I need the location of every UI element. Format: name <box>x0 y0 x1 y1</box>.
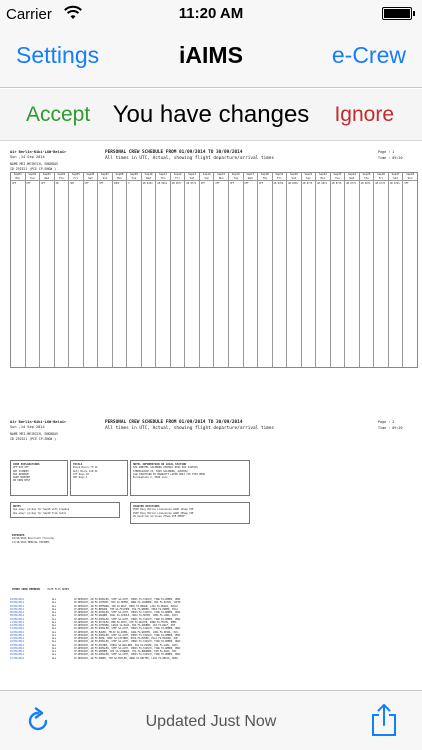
schedule-day-column <box>156 173 171 367</box>
code-row: SUPP SUPPORT <box>13 476 31 480</box>
ignore-button[interactable]: Ignore <box>334 103 394 126</box>
day-header: Sep02 Tue <box>26 173 40 181</box>
schedule-day-column <box>84 173 99 367</box>
day-entry: OFF <box>259 182 264 185</box>
crew-date: 10/09/2014 <box>10 617 24 621</box>
hotel-row: Europaplatz 2, 6020 Linz <box>133 476 168 480</box>
day-header: Sep17 Wed <box>244 173 258 181</box>
day-entry: AB 8565 <box>288 182 298 185</box>
crew-date: 02/09/2014 <box>10 601 24 605</box>
page-info: Page : 1 Time : 09:20 <box>378 150 403 160</box>
schedule-day-column <box>403 173 417 367</box>
battery-icon <box>382 7 412 20</box>
hotel-row: LGW COURTYARD BY MARRIOTT LUTON 0044 716 0750 8800 <box>133 472 205 476</box>
total-row: SBY Days 1 <box>73 476 88 480</box>
expiry-box: EXPIRIES 20/02/2015 Recurrent Training 12/10/2014 MEDICAL EXPIRES <box>10 532 90 548</box>
note-row: Ops-okay: pickup for Sep10 with Crewbus <box>13 508 70 512</box>
day-header: Sep28 Sun <box>403 173 417 181</box>
crew-names: CP-WEIRICH, AN FO-HUBER, TIM SA-KOFLER, ANNA FA-REITER, LISA FA-WEISS, NORA <box>74 656 178 660</box>
day-header: Sep18 Thu <box>258 173 272 181</box>
crew-names: CP-WEIRICH, AN FO-KOEGLER, STEF SA-ACHT, CHRIS FA-TAUSCH, TINA FA-WEBER, OMAI <box>74 633 181 637</box>
crew-flights: ALL <box>52 624 57 627</box>
day-header: Sep25 Thu <box>360 173 374 181</box>
crew-date: 24/09/2014 <box>10 646 24 650</box>
airline-label: Air Berlin-Niki-LGW-Belair Sun ,14 Sep 2014 <box>10 150 67 159</box>
day-header: Sep10 Wed <box>142 173 156 181</box>
crew-identity: NAME MEI-MEIRICH, ENGRDAS ID 292321 (PCE CP-ENGW ) <box>10 432 58 441</box>
crew-date: 09/09/2014 <box>10 614 24 618</box>
day-header: Sep21 Sun <box>302 173 316 181</box>
schedule-title: PERSONAL CREW SCHEDULE FROM 01/09/2014 TO 30/09/2014 All times in UTC, Actual, showing flight departure/arrival times <box>105 150 275 161</box>
day-header: Sep23 Tue <box>331 173 345 181</box>
day-entry: AB 8764 <box>389 182 400 185</box>
crew-names: CP-WEIRICH, AN FO-KOEGLER, STEF SA-ACHT, CHRIS FA-TAUSCH, TINA FA-WEBER, OMAI <box>74 617 181 621</box>
day-entry: AB 8764 <box>273 182 284 185</box>
day-entry: AB 8577 <box>171 182 182 185</box>
crew-date: 23/09/2014 <box>10 643 24 647</box>
changes-bar <box>0 89 422 141</box>
total-row: Duty Hours 119:32 <box>73 469 98 473</box>
accept-button[interactable]: Accept <box>26 103 91 126</box>
crew-flights: ALL <box>52 633 57 637</box>
crew-flights: ALL <box>52 607 57 611</box>
crew-names: CP-WEIRICH, AN FO-KOEGLER, STEF SA-ACHT, CHRIS FA-TAUSCH, TINA FA-WEBER, OMAI <box>74 611 181 614</box>
schedule-day-column <box>389 173 404 367</box>
schedule-title: PERSONAL CREW SCHEDULE FROM 01/09/2014 TO 30/09/2014 All times in UTC, Actual, showing flight departure/arrival times <box>105 420 275 431</box>
schedule-document[interactable] <box>0 142 422 690</box>
day-header: Sep15 Mon <box>214 173 228 181</box>
code-row: OFF DAY OFF <box>13 466 29 470</box>
hotel-row: STREHLGASSE 23, 5020 SALZBURG, AUSTRIA <box>133 469 188 473</box>
day-header: Sep11 Thu <box>156 173 170 181</box>
schedule-day-column <box>229 173 244 367</box>
page-info: Page : 2 Time : 09:20 <box>378 420 403 430</box>
schedule-day-column <box>55 173 70 367</box>
schedule-day-column <box>214 173 229 367</box>
crew-date: 22/09/2014 <box>10 640 24 644</box>
crew-flights: ALL <box>52 650 57 653</box>
code-explanations-box: CODE EXPLANATIONS OFF DAY OFF SBY STANDBY RSV RESERVE SUPP SUPPORT XB CREW REST <box>10 460 68 496</box>
schedule-day-column <box>273 173 288 367</box>
crew-date: 21/09/2014 <box>10 637 24 640</box>
crew-flights: ALL <box>52 620 57 624</box>
navigation-bar <box>0 28 422 88</box>
day-entry: AB 8775 <box>302 182 313 185</box>
day-entry: OFF <box>26 182 31 185</box>
crew-names: CP-WEIRICH, AN FO-STEINER, LUKAS SA-HAAS, MIA FA-GRUBER, LEA FA-WOLF, KIM <box>74 624 175 627</box>
crew-names: CP-WEIRICH, AN FO-WAGNER, PAUL SA-SCHULZ, ANJA FA-MAYER, LENA FA-LANG, IRIS <box>74 614 178 618</box>
crew-names: CP-WEIRICH, AN FO-KOEGLER, STEF SA-ACHT, CHRIS FA-TAUSCH, TINA FA-WEBER, OMAI <box>74 640 181 644</box>
day-entry: OFF <box>244 182 249 185</box>
schedule-day-column <box>316 173 331 367</box>
day-header: Sep27 Sat <box>389 173 403 181</box>
schedule-day-column <box>171 173 186 367</box>
crew-flights: ALL <box>52 627 57 631</box>
crew-date: 19/09/2014 <box>10 630 24 634</box>
crew-names: CP-WEIRICH, AN FO-KOEGLER, STEF SA-ACHT, CHRIS FA-TAUSCH, TINA FA-WEBER, OMAI <box>74 653 181 657</box>
crew-date: 11/09/2014 <box>10 620 24 624</box>
day-header: Sep01 Mon <box>11 173 25 181</box>
schedule-day-column <box>40 173 55 367</box>
day-header: Sep07 Sun <box>98 173 112 181</box>
day-entry: OFF <box>200 182 206 185</box>
crew-date: 03/09/2014 <box>10 604 24 608</box>
schedule-day-column <box>287 173 302 367</box>
airline-label: Air Berlin-Niki-LGW-Belair Sun ,14 Sep 2014 <box>10 420 67 429</box>
schedule-day-column <box>360 173 375 367</box>
crew-flights: ALL <box>52 598 57 601</box>
day-entry: SUPP <box>113 182 120 185</box>
day-header: Sep16 Tue <box>229 173 243 181</box>
day-entry: OFF <box>12 182 17 185</box>
day-entry: AB 8776 <box>375 182 385 185</box>
crew-flights: ALL <box>52 604 57 608</box>
day-header: Sep14 Sun <box>200 173 214 181</box>
crew-names: CP-WEIRICH, AN FO-BAUER, FELIX SA-RIEDL, JANA FA-WINTER, LINA FA-SEIDL, EVA <box>74 630 178 634</box>
crew-flights: ALL <box>52 656 57 660</box>
e-crew-button[interactable]: e-Crew <box>331 42 406 68</box>
day-entry: AB 8874 <box>360 182 371 185</box>
updated-status: Updated Just Now <box>145 713 277 730</box>
day-entry: OFF <box>41 182 46 185</box>
day-entry: SBY <box>70 182 75 185</box>
schedule-day-column <box>11 173 26 367</box>
code-row: XB CREW REST <box>13 479 31 483</box>
hotel-info-box: HOTEL INFORMATION IN LOCAL STATION SZG ARBOTEL SALZBURG CENTRAL 0043 662 4420125 STREHLGASSE 23, 5020 SALZBURG, AUSTRIA LGW COURTYARD BY MARRIOTT LUTON 0044 716 0750 8800 Europaplatz 2, 6020 Linz <box>130 460 250 496</box>
crew-flights: ALL <box>52 646 57 650</box>
charter-row: PVIE Easy Motion Limousines GmbH 20Sep VIE <box>133 511 194 515</box>
day-entry: X <box>128 182 130 185</box>
total-row: Block Hours 77:12 <box>73 466 98 470</box>
carrier-label: Carrier <box>6 6 52 23</box>
charter-box: CHARTER ROTATIONS PVIE Easy Motion Limousines GmbH 12Sep VIE PVIE Easy Motion Limousines GmbH 20Sep VIE OS Austrian Airlines 27Sep VIE PPHOF <box>130 502 250 524</box>
crew-date: 13/09/2014 <box>10 627 24 631</box>
day-header: Sep24 Wed <box>345 173 359 181</box>
crew-names: CP-WEIRICH, AN FO-KOEGLER, STEF SA-ACHT, CHRIS FA-TAUSCH, TINA FA-WEBER, OMAI <box>74 598 181 601</box>
crew-date: 05/09/2014 <box>10 611 24 614</box>
crew-flights: ALL <box>52 614 57 618</box>
day-entry: OFF <box>215 182 220 185</box>
share-icon[interactable] <box>370 703 398 737</box>
status-bar <box>0 0 422 28</box>
day-header: Sep03 Wed <box>40 173 54 181</box>
day-header: Sep12 Fri <box>171 173 185 181</box>
day-entry: OFF <box>229 182 235 185</box>
crew-flights: ALL <box>52 611 57 614</box>
schedule-page-1 <box>10 150 418 370</box>
day-entry: OFF <box>99 182 104 185</box>
crew-date: 27/09/2014 <box>10 656 24 660</box>
day-entry: AB 8874 <box>317 182 327 185</box>
crew-names: CP-WEIRICH, AN FO-PICHLER, BEN SA-KOCH, UTE FA-WALTER, NINA FA-FUCHS, EMMA <box>74 620 177 624</box>
day-entry: OFF <box>84 182 89 185</box>
crew-names: CP-WEIRICH, AN FO-KOEGLER, STEF SA-ACHT, CHRIS FA-TAUSCH, TINA FA-WEBER, OMAI <box>74 627 181 631</box>
day-entry: AB 8776 <box>331 182 342 185</box>
charter-row: OS Austrian Airlines 27Sep VIE PPHOF <box>133 514 185 518</box>
day-header: Sep04 Thu <box>55 173 69 181</box>
crew-flights: ALL <box>52 653 57 657</box>
crew-names: CP-WEIRICH, AN FO-HOFMANN, JAN SA-WOLF, ERIK FA-BRAUN, LISA FA-KRAUS, PAULA <box>74 604 178 608</box>
day-header: Sep13 Sat <box>185 173 199 181</box>
schedule-day-column <box>142 173 157 367</box>
schedule-day-column <box>127 173 142 367</box>
bottom-toolbar <box>0 690 422 750</box>
crew-date: 25/09/2014 <box>10 650 24 653</box>
day-header: Sep20 Sat <box>287 173 301 181</box>
crew-flights: ALL <box>52 640 57 644</box>
notes-box: NOTES Ops-okay: pickup for Sep10 with Crewbus Ops-okay: pickup for Sep19 from hotel <box>10 502 120 518</box>
schedule-day-column <box>185 173 200 367</box>
day-header: Sep09 Tue <box>127 173 141 181</box>
crew-flights: ALL <box>52 643 57 647</box>
day-entry: AB 8775 <box>346 182 356 185</box>
schedule-day-column <box>98 173 113 367</box>
crew-date: 26/09/2014 <box>10 653 24 657</box>
hotel-row: SZG ARBOTEL SALZBURG CENTRAL 0043 662 4420125 <box>133 466 198 470</box>
crew-flights: ALL <box>52 637 57 640</box>
day-header: Sep06 Sat <box>84 173 98 181</box>
crew-names: CP-WEIRICH, AN FO-KOEGLER, STEF SA-ACHT, CHRIS FA-TAUSCH, TINA FA-WEBER, OMAI <box>74 646 181 650</box>
schedule-page-2 <box>10 420 418 688</box>
code-row: RSV RESERVE <box>13 472 29 476</box>
other-crew-title: OTHER CREW MEMBERS DATE FLTS NAMES <box>12 588 70 591</box>
expiry-row: 12/10/2014 MEDICAL EXPIRES <box>12 540 50 544</box>
schedule-day-column <box>302 173 317 367</box>
day-entry: XB <box>55 182 59 185</box>
charter-row: PVIE Easy Motion Limousines GmbH 12Sep VIE <box>133 508 194 512</box>
crew-names: CP-WEIRICH, AN FO-EDER, MARC SA-LEITNER, ROSA FA-MOSER, ELLA FA-HAIDER, ZOE <box>74 637 178 640</box>
schedule-grid <box>10 172 418 368</box>
crew-date: 01/09/2014 <box>10 598 24 601</box>
changes-message: You have changes <box>112 101 310 128</box>
day-entry: AB 8461 <box>157 182 167 185</box>
crew-names: CP-WEIRICH, AN FO-WIMMER, LEO SA-SCHWARZ, UTA FA-BRUNNER, KIM FA-HAAS, MIA <box>74 650 177 653</box>
total-row: Off Days 10 <box>73 472 89 476</box>
day-header: Sep26 Fri <box>374 173 388 181</box>
crew-identity: NAME MEI-MEIRICH, ENGRDAS ID 292321 (PCE CP-ENGW ) <box>10 162 58 171</box>
schedule-day-column <box>200 173 215 367</box>
status-time: 11:20 AM <box>178 5 244 22</box>
schedule-day-column <box>244 173 259 367</box>
day-header: Sep19 Fri <box>273 173 287 181</box>
totals-box: TOTALS Block Hours 77:12 Duty Hours 119:32 Off Days 10 SBY Days 1 <box>70 460 128 496</box>
schedule-day-column <box>374 173 389 367</box>
crew-names: CP-WEIRICH, AN FO-PUCHER, JONAS SA-WALLNER, IDA FA-EGGER, PIA FA-LANG, IRIS <box>74 643 178 647</box>
crew-row <box>10 657 418 660</box>
day-header: Sep22 Mon <box>316 173 330 181</box>
schedule-day-column <box>26 173 41 367</box>
crew-date: 20/09/2014 <box>10 633 24 637</box>
settings-button[interactable]: Settings <box>16 42 100 68</box>
page-title: iAIMS <box>179 42 243 68</box>
day-entry: AB 8364 <box>142 182 153 185</box>
expiry-row: 20/02/2015 Recurrent Training <box>12 537 54 541</box>
crew-flights: ALL <box>52 630 57 634</box>
code-row: SBY STANDBY <box>13 469 29 473</box>
day-entry: OFF <box>404 182 409 185</box>
schedule-day-column <box>69 173 84 367</box>
crew-date: 04/09/2014 <box>10 607 24 611</box>
crew-names: CP-WEIRICH, AN FO-SCHMIDT, MAX SA-HOFER, ANNA FA-LINDNER, MAX FA-KLEIN, SOFIE <box>74 601 181 605</box>
day-entry: AB 8774 <box>186 182 197 185</box>
other-crew-list <box>10 598 418 660</box>
schedule-day-column <box>345 173 360 367</box>
day-header: Sep05 Fri <box>69 173 83 181</box>
schedule-day-column <box>113 173 128 367</box>
note-row: Ops-okay: pickup for Sep19 from hotel <box>13 511 67 515</box>
crew-names: CP-WEIRICH, AN FO-BERGER, TOM SA-FISCHER, EVA FA-WEBER, OMAI FA-HUBER, MILA <box>74 607 178 611</box>
schedule-day-column <box>258 173 273 367</box>
schedule-day-column <box>331 173 346 367</box>
crew-date: 12/09/2014 <box>10 624 24 627</box>
crew-flights: ALL <box>52 617 57 621</box>
day-header: Sep08 Mon <box>113 173 127 181</box>
crew-flights: ALL <box>52 601 57 605</box>
